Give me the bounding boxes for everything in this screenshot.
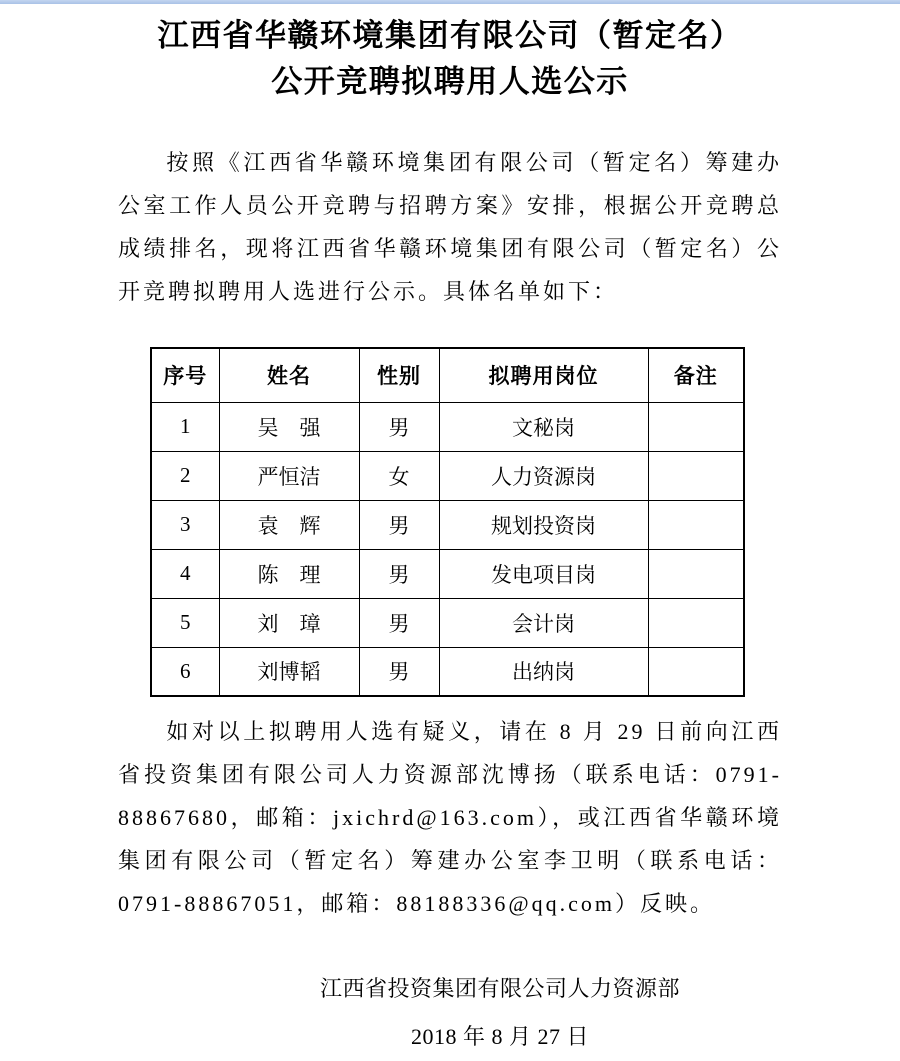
table-row xyxy=(151,549,744,598)
table-header-row xyxy=(151,348,744,402)
header-cell-position: 拟聘用岗位 xyxy=(439,348,648,402)
table-cell-position: 发电项目岗 xyxy=(439,549,648,598)
table-cell-position: 会计岗 xyxy=(439,598,648,647)
signature-org: 江西省投资集团有限公司人力资源部 xyxy=(319,976,680,1001)
table-cell-note xyxy=(648,598,744,647)
table-cell-name: 刘博韬 xyxy=(219,647,359,696)
table-cell-name: 袁 辉 xyxy=(219,500,359,549)
table-cell-name: 刘 璋 xyxy=(219,598,359,647)
header-cell-gender: 性别 xyxy=(359,348,439,402)
candidates-table xyxy=(150,347,745,697)
table-cell-note xyxy=(648,647,744,696)
page-title-line1: 江西省华赣环境集团有限公司（暂定名） xyxy=(157,18,743,53)
table-row xyxy=(151,402,744,451)
table-cell-seq: 1 xyxy=(151,402,219,451)
table-row xyxy=(151,451,744,500)
table-cell-gender: 男 xyxy=(359,500,439,549)
header-cell-name: 姓名 xyxy=(219,348,359,402)
table-body xyxy=(151,402,744,696)
table-cell-gender: 男 xyxy=(359,549,439,598)
signature-date: 2018 年 8 月 27 日 xyxy=(410,1024,589,1049)
table-cell-seq: 2 xyxy=(151,451,219,500)
table-cell-note xyxy=(648,500,744,549)
table-cell-position: 出纳岗 xyxy=(439,647,648,696)
table-cell-seq: 3 xyxy=(151,500,219,549)
table-cell-seq: 5 xyxy=(151,598,219,647)
contact-paragraph: 如对以上拟聘用人选有疑义，请在 8 月 29 日前向江西省投资集团有限公司人力资源部沈博扬（联系电话：0791-88867680，邮箱：jxichrd@163.com），或江西省华赣环境集团有限公司（暂定名）筹建办公室李卫明（联系电话：0791-88867051，邮箱：88188336@qq.com）反映。 xyxy=(118,719,782,916)
table-cell-name: 陈 理 xyxy=(219,549,359,598)
table-cell-position: 规划投资岗 xyxy=(439,500,648,549)
table-cell-gender: 男 xyxy=(359,598,439,647)
page-title-line2: 公开竞聘拟聘用人选公示 xyxy=(271,64,629,99)
table-cell-name: 吴 强 xyxy=(219,402,359,451)
table-cell-seq: 6 xyxy=(151,647,219,696)
table-cell-seq: 4 xyxy=(151,549,219,598)
table-cell-gender: 男 xyxy=(359,402,439,451)
intro-paragraph: 按照《江西省华赣环境集团有限公司（暂定名）筹建办公室工作人员公开竞聘与招聘方案》安排，根据公开竞聘总成绩排名，现将江西省华赣环境集团有限公司（暂定名）公开竞聘拟聘用人选进行公示。具体名单如下： xyxy=(118,150,782,304)
table-cell-position: 文秘岗 xyxy=(439,402,648,451)
top-border-line xyxy=(0,0,900,4)
table-cell-name: 严恒洁 xyxy=(219,451,359,500)
table-row xyxy=(151,598,744,647)
table-cell-note xyxy=(648,451,744,500)
table-cell-note xyxy=(648,549,744,598)
table-cell-position: 人力资源岗 xyxy=(439,451,648,500)
signature-block xyxy=(0,965,900,1061)
table-cell-gender: 男 xyxy=(359,647,439,696)
header-cell-note: 备注 xyxy=(648,348,744,402)
header-cell-seq: 序号 xyxy=(151,348,219,402)
table-cell-note xyxy=(648,402,744,451)
table-cell-gender: 女 xyxy=(359,451,439,500)
table-row xyxy=(151,647,744,696)
table-row xyxy=(151,500,744,549)
page-title xyxy=(0,13,900,105)
